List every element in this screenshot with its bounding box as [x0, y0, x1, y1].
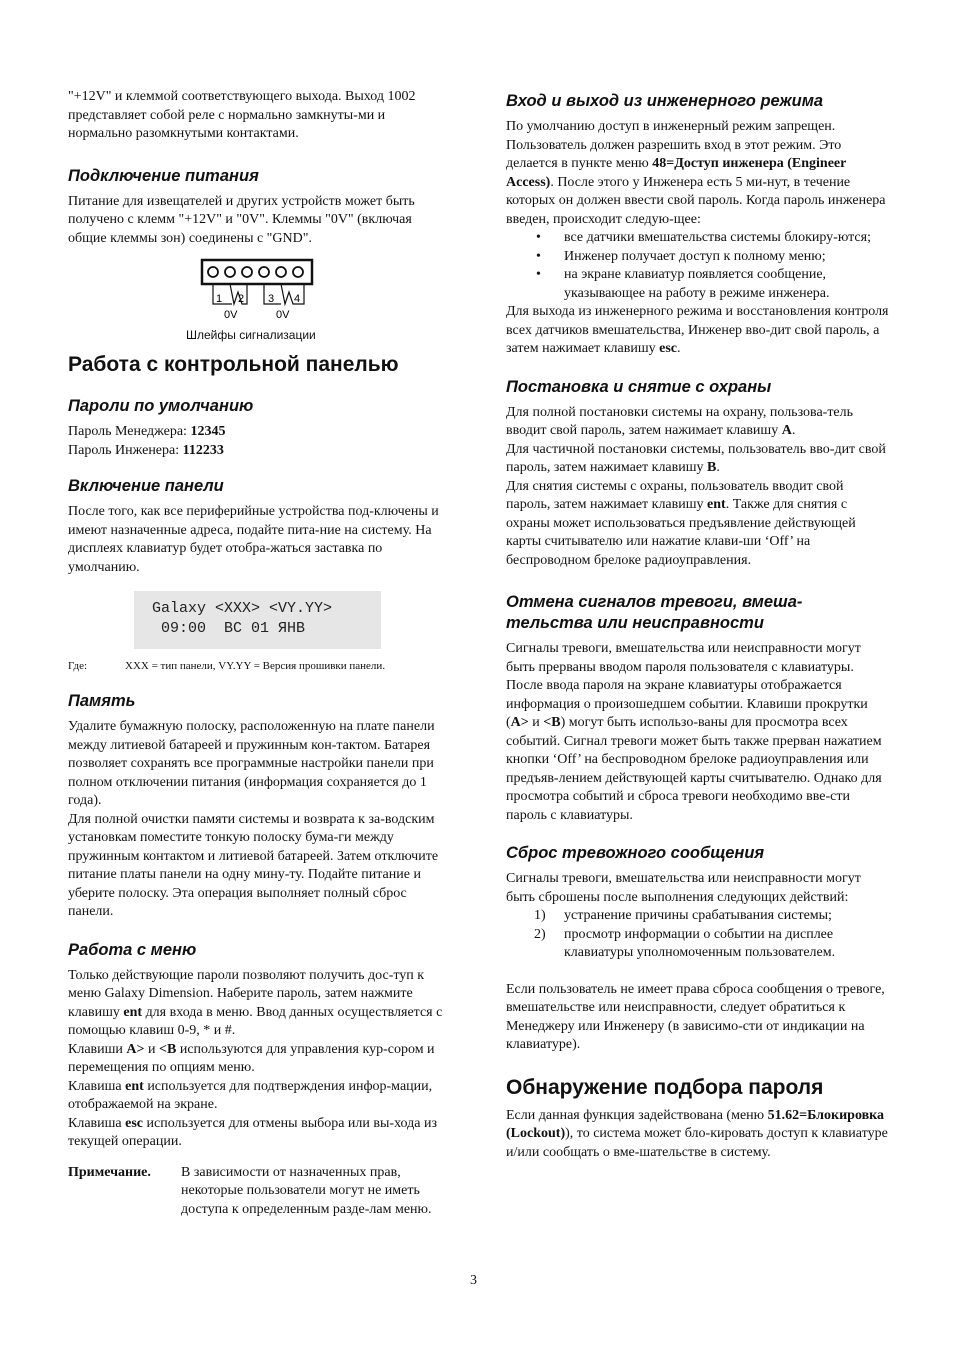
- power-on-paragraph: После того, как все периферийные устройства под-ключены и имеют назначенные адреса, подайте пита-ние на систему. На дисплеях клавиатур будет отобра-жаться заставка по умолчанию.: [68, 504, 439, 575]
- loop-label-3: 3: [268, 293, 275, 305]
- engineer-bullet-list: [506, 229, 889, 303]
- reset-numbered-list: [506, 907, 889, 963]
- terminal-block-drawing: [186, 258, 356, 326]
- note-text: В зависимости от назначенных прав, некоторые пользователи могут не иметь доступа к определенным разде-лам меню.: [181, 1164, 432, 1217]
- reset-paragraph-2: Если пользователь не имеет права сброса сообщения о тревоге, вмешательстве или неисправности, следует обратиться к Менеджеру или Инженеру (в зависимо-сти от индикации на клавиатуре).: [506, 981, 885, 1052]
- cancel-paragraph: Сигналы тревоги, вмешательства или неисправности могут быть прерваны вводом пароля пользователя с клавиатуры. После ввода пароля на экране клавиатуры отображается информация о произошедшем событии. Клавиши прокрутки (A> и <B) могут быть использо-ваны для просмотра всех событий. Сигнал тревоги может быть также прерван нажатием кнопки ‘Off’ на беспроводном брелоке радиоуправления или предъяв-лением действующей карты считывателю. Однако для просмотра событий и сброса тревоги необходимо вве-сти пароль с клавиатуры.: [506, 641, 882, 823]
- display-line-1: Galaxy <XXX> <VY.YY>: [152, 600, 333, 617]
- display-line-2: 09:00 ВС 01 ЯНВ: [152, 620, 306, 637]
- loop-label-2: 2: [238, 293, 245, 305]
- where-text: XXX = тип панели, VY.YY = Версия прошивки панели.: [125, 660, 386, 672]
- memory-paragraph-1: Удалите бумажную полоску, расположенную на плате панели между литиевой батареей и пружинным кон-тактом. Батарея позволяет сохранять все программные настройки панели при полном отключении питания (информация сохраняется до 1 года).: [68, 719, 435, 808]
- note-label: Примечание.: [68, 1164, 151, 1180]
- engineer-paragraph-1: По умолчанию доступ в инженерный режим запрещен. Пользователь должен разрешить вход в этот режим. Это делается в пункте меню 48=Доступ инженера (Engineer Access). После этого у Инженера есть 5 ми-нут, в течение которых он должен ввести свой пароль. Когда пароль инженера введен, происходит следую-щее:: [506, 119, 886, 227]
- page-number: 3: [470, 1273, 477, 1288]
- memory-heading: Память: [68, 692, 136, 710]
- diagram-caption: Шлейфы сигнализации: [186, 328, 316, 342]
- memory-paragraph-2: Для полной очистки памяти системы и возврата к за-водским установкам поместите тонкую полоску бума-ги между пружинным контактом и литиевой батареей. Затем отключите питание платы панели на одну мину-ту. Подайте питание и уберите полоску. Эта операция выполняет полный сброс панели.: [68, 811, 439, 919]
- menu-paragraph-2: Клавиши A> и <B используются для управления кур-сором и перемещения по опциям меню.: [68, 1041, 435, 1075]
- panel-section-heading: Работа с контрольной панелью: [68, 353, 399, 376]
- where-note: [68, 659, 443, 673]
- engineer-mode-heading: Вход и выход из инженерного режима: [506, 92, 824, 110]
- ov-label-2: 0V: [276, 309, 290, 321]
- menu-paragraph-1: Только действующие пароли позволяют получить дос-туп к меню Galaxy Dimension. Наберите пароль, затем нажмите клавишу ent для входа в меню. Ввод данных осуществляется с помощью клавиш 0-9, * и #.: [68, 967, 443, 1038]
- list-item: • Инженер получает доступ к полному меню;: [564, 248, 889, 267]
- arming-heading: Постановка и снятие с охраны: [506, 377, 772, 396]
- arming-paragraph-3: Для снятия системы с охраны, пользователь вводит свой пароль, затем нажимает клавишу ent. Также для снятия с охраны может использоваться предъявление действующей карты считывателю или нажатие клави-ши ‘Off’ на беспроводном брелоке радиоуправления.: [506, 478, 856, 568]
- right-column: [506, 88, 889, 1162]
- list-item: • на экране клавиатур появляется сообщение, указывающее на работу в режиме инженера.: [564, 266, 889, 303]
- manager-password-value: 12345: [190, 424, 226, 439]
- keypad-display: [134, 591, 381, 649]
- intro-paragraph: "+12V" и клеммой соответствующего выхода. Выход 1002 представляет собой реле с нормально замкнуты-ми и нормально разомкнутыми контактами.: [68, 89, 416, 141]
- engineer-paragraph-2: Для выхода из инженерного режима и восстановления контроля всех датчиков вмешательства, Инженер вво-дит свой пароль, а затем нажимает клавишу esc.: [506, 304, 889, 356]
- power-paragraph: Питание для извещателей и других устройств может быть получено с клемм "+12V" и "0V". Клеммы "0V" (включая общие клеммы зон) соединены с "GND".: [68, 193, 415, 246]
- lockout-heading: Обнаружение подбора пароля: [506, 1075, 824, 1099]
- arming-paragraph-2: Для частичной постановки системы, пользователь вво-дит свой пароль, затем нажимает клавишу B.: [506, 441, 886, 475]
- power-heading: Подключение питания: [68, 166, 259, 185]
- reset-heading: Сброс тревожного сообщения: [506, 844, 765, 862]
- engineer-password-line: Пароль Инженера: 112233: [68, 442, 224, 458]
- loop-label-4: 4: [294, 293, 301, 305]
- lockout-paragraph: Если данная функция задействована (меню 51.62=Блокировка (Lockout)), то система может бло-кировать доступ к клавиатуре и/или сообщать о вме-шательстве в систему.: [506, 1107, 888, 1160]
- arming-paragraph-1: Для полной постановки системы на охрану, пользова-тель вводит свой пароль, затем нажимает клавишу A.: [506, 404, 854, 438]
- menu-paragraph-4: Клавиша esc используется для отмены выбора или вы-хода из текущей операции.: [68, 1115, 438, 1149]
- terminal-diagram: [186, 258, 356, 348]
- loop-label-1: 1: [216, 293, 223, 305]
- list-item: • все датчики вмешательства системы блокиру-ются;: [564, 229, 889, 248]
- menu-paragraph-3: Клавиша ent используется для подтверждения инфор-мации, отображаемой на экране.: [68, 1078, 433, 1112]
- left-column: [68, 88, 443, 1219]
- list-item: 1) устранение причины срабатывания системы;: [534, 908, 832, 923]
- menu-note: [68, 1164, 443, 1220]
- power-on-heading: Включение панели: [68, 477, 224, 495]
- where-label: Где:: [68, 660, 88, 672]
- list-item: 2) просмотр информации о событии на дисплее клавиатуры уполномоченным пользователем.: [534, 926, 836, 960]
- menu-heading: Работа с меню: [68, 940, 197, 959]
- ov-label-1: 0V: [224, 309, 238, 321]
- cancel-heading: Отмена сигналов тревоги, вмеша-тельства или неисправности: [506, 593, 803, 632]
- engineer-password-value: 112233: [182, 442, 224, 458]
- reset-paragraph-1: Сигналы тревоги, вмешательства или неисправности могут быть сброшены после выполнения следующих действий:: [506, 871, 861, 905]
- passwords-heading: Пароли по умолчанию: [68, 397, 254, 415]
- manager-password-line: Пароль Менеджера: 12345: [68, 424, 226, 439]
